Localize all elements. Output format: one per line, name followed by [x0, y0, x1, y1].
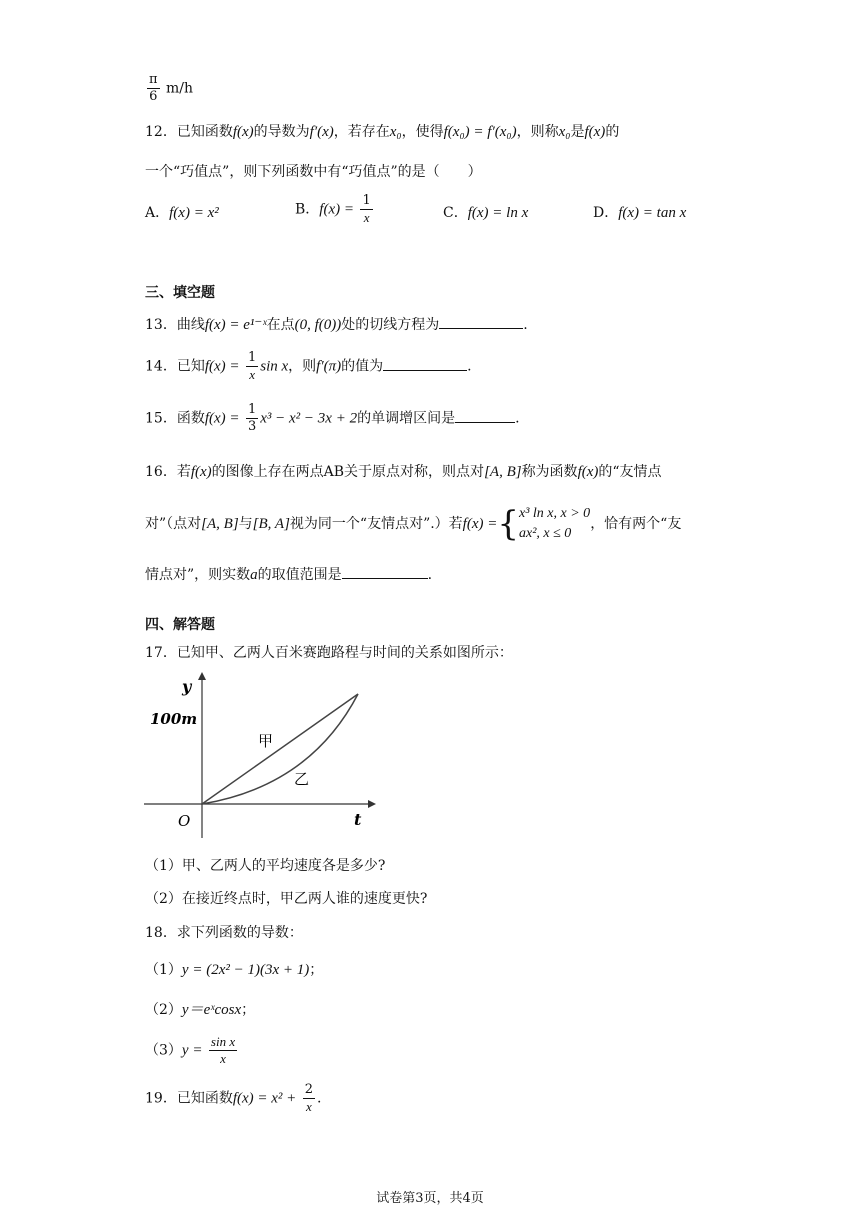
fraction: $\frac{\text{sin x}}{x}$	[210, 1034, 236, 1066]
jia-label: 甲	[258, 732, 274, 750]
x-axis-label: t	[354, 810, 362, 829]
question-18-sub-2: （2）y＝eˣcosx；	[145, 1002, 256, 1018]
question-17: 17．已知甲、乙两人百米赛跑路程与时间的关系如图所示：	[145, 645, 513, 661]
question-17-sub-1: （1）甲、乙两人的平均速度各是多少?	[145, 858, 386, 874]
question-15: 15．函数f(x) = $\frac{1}{3}$ x³ − x² − 3x + 2的单调增区间是 .	[145, 402, 520, 434]
answer-blank	[383, 356, 467, 371]
question-16-line-1: 16．若f(x)的图像上存在两点AB关于原点对称，则点对[A, B]称为函数f(x)的“友情点	[145, 464, 662, 480]
section-heading-fill-blank: 三、填空题	[145, 285, 215, 301]
answer-blank	[342, 564, 428, 579]
option-d: D．f(x) = tan x	[593, 205, 687, 221]
question-18-sub-3: （3）y = $\frac{\text{sin x}}{x}$	[145, 1034, 236, 1066]
option-b: B．f(x) = $\frac{1}{x}$	[295, 193, 371, 225]
yi-label: 乙	[294, 770, 310, 788]
fraction: $\frac{1}{x}$	[362, 193, 371, 225]
answer-blank	[439, 314, 523, 329]
question-16-line-2: 对”（点对[A, B]与[B, A]视为同一个“友情点对”.）若f(x) ={ x³ ln x, x > 0 ax², x ≤ 0 ，恰有两个“友	[145, 504, 682, 544]
piecewise-cases: x³ ln x, x > 0 ax², x ≤ 0	[519, 506, 591, 541]
distance-time-graph	[140, 668, 380, 838]
q11-answer-fragment: $\frac{\pi}{6}$ m/h	[149, 72, 194, 104]
fraction: $\frac{\pi}{6}$	[149, 72, 158, 104]
section-heading-answer: 四、解答题	[145, 617, 215, 633]
left-brace: {	[497, 504, 519, 544]
y-axis-label: y	[182, 677, 192, 696]
question-18: 18．求下列函数的导数：	[145, 925, 303, 941]
question-16-line-3: 情点对”，则实数a的取值范围是 .	[145, 564, 432, 585]
y-axis-arrow	[198, 672, 206, 680]
fraction: $\frac{1}{x}$	[247, 350, 257, 382]
question-17-sub-2: （2）在接近终点时，甲乙两人谁的速度更快?	[145, 891, 428, 907]
question-13: 13．曲线f(x) = e¹⁻ˣ在点(0, f(0))处的切线方程为 .	[145, 314, 528, 335]
origin-label: O	[178, 812, 191, 830]
question-19: 19．已知函数f(x) = x² + $\frac{2}{x}$ .	[145, 1082, 322, 1114]
question-12-line-2: 一个“巧值点”，则下列函数中有“巧值点”的是（ ）	[145, 164, 482, 180]
page-footer: 试卷第3页，共4页	[376, 1191, 484, 1206]
line-jia	[202, 694, 358, 804]
answer-blank	[455, 408, 515, 423]
option-a: A．f(x) = x²	[145, 205, 219, 221]
hundred-label: 100m	[150, 710, 198, 728]
question-14: 14．已知f(x) = $\frac{1}{x}$ sin x，则f′(π)的值为 .	[145, 350, 472, 382]
question-18-sub-1: （1）y = (2x² − 1)(3x + 1)；	[145, 962, 324, 978]
question-12-line-1: 12．已知函数f(x)的导数为f′(x)，若存在x₀，使得f(x₀) = f′(x₀)，则称x₀是f(x)的	[145, 124, 620, 140]
x-axis-arrow	[368, 800, 376, 808]
option-c: C．f(x) = ln x	[443, 205, 529, 221]
fraction: $\frac{2}{x}$	[304, 1082, 314, 1114]
fraction: $\frac{1}{3}$	[247, 402, 257, 434]
